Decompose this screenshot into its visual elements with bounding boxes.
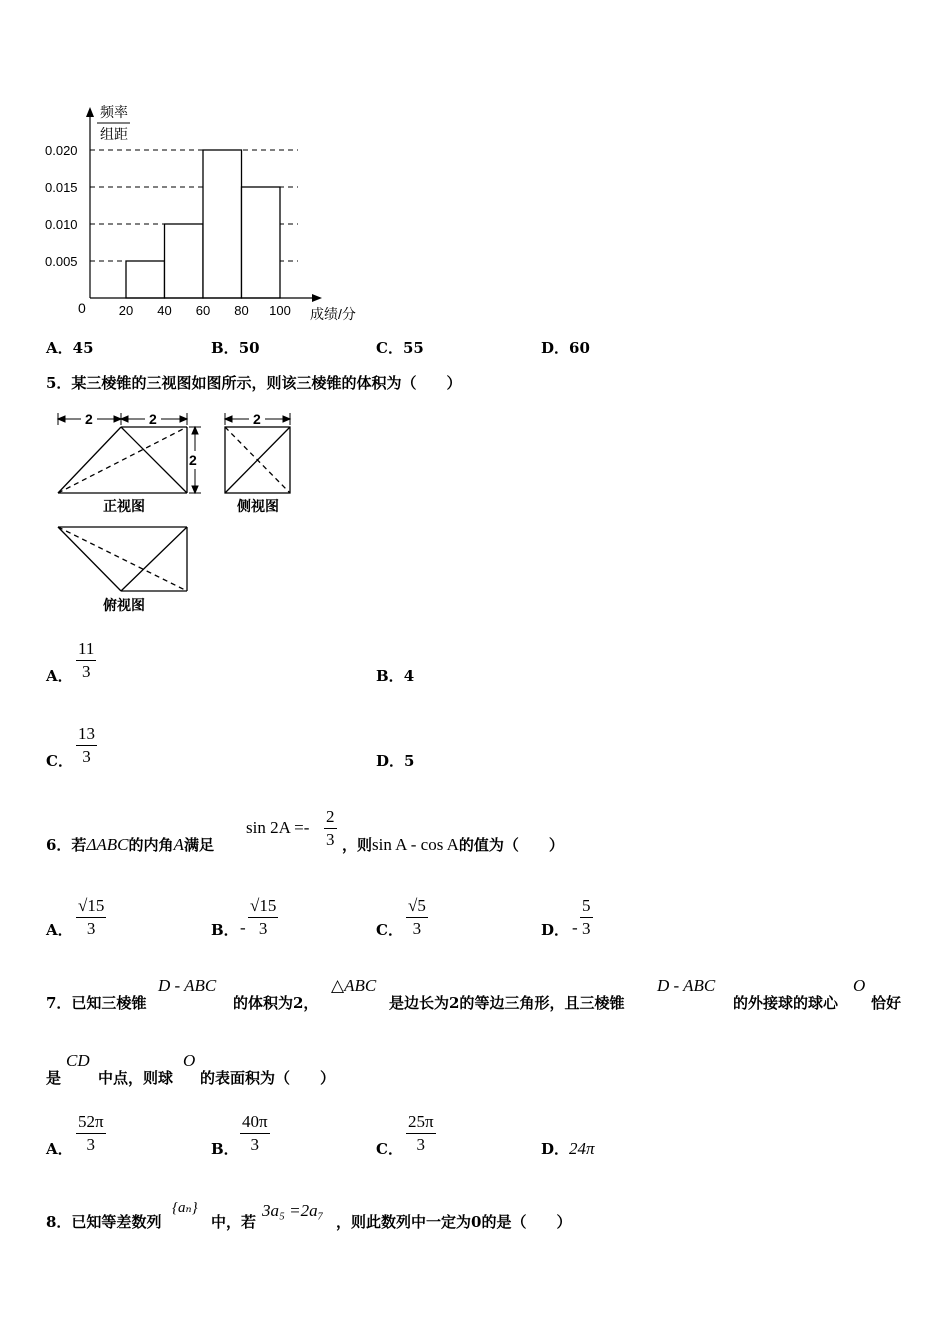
front-dim-height: 2 [189, 452, 197, 468]
q5-option-b[interactable] [376, 665, 414, 686]
q6-option-b-den: 3 [258, 919, 268, 938]
x-tick-label: 60 [195, 303, 211, 318]
histogram-ylabel-bottom: 组距 [100, 126, 128, 142]
q5-option-b-value: 4 [403, 667, 415, 685]
q4-option-a-value: 45 [72, 339, 94, 357]
q4-option-c-value: 55 [402, 339, 424, 357]
top-view-label: 俯视图 [103, 597, 145, 613]
x-tick-label: 80 [234, 303, 249, 318]
q6-condition-num: 2 [324, 806, 337, 829]
q4-option-b-letter: B． [211, 339, 239, 357]
q5-option-c-letter[interactable]: C． [46, 752, 73, 770]
q6-mid2: 满足 [183, 836, 214, 854]
q6-option-d-fraction [580, 895, 593, 940]
x-tick-label: 40 [157, 303, 172, 318]
q4-option-c-letter: C． [376, 339, 403, 357]
histogram-xlabel: 成绩/分 [310, 306, 356, 322]
q7-line2-prefix: 是 [46, 1069, 62, 1087]
q6-prefix: 6．若 [46, 836, 87, 854]
q7-option-c-fraction [406, 1111, 436, 1156]
q6-option-d-letter[interactable]: D． [541, 921, 570, 939]
histogram-bar-80-100 [242, 187, 281, 298]
q8-sequence: {aₙ} [172, 1200, 198, 1216]
q5-option-b-letter: B． [376, 667, 404, 685]
q6-option-d-sign: - [572, 918, 578, 937]
side-dim-width: 2 [253, 411, 261, 427]
q5-option-c-fraction [76, 723, 97, 768]
q8-suffix: ，则此数列中一定为0的是（ ） [336, 1213, 572, 1231]
q7-option-a-letter[interactable]: A． [46, 1140, 73, 1158]
q7-option-d-value: 24π [569, 1139, 595, 1158]
q6-option-d-num: 5 [580, 895, 593, 918]
q5-option-a-letter[interactable]: A． [46, 667, 73, 685]
q8-prefix: 8．已知等差数列 [46, 1213, 162, 1231]
q6-triangle: ΔABC [86, 835, 129, 854]
q7-option-b-fraction [240, 1111, 270, 1156]
q6-option-b-num: √15 [248, 895, 278, 918]
q6-condition-lhs: sin 2A =- [246, 818, 310, 837]
q4-option-d-value: 60 [569, 339, 590, 357]
q7-center-2: O [183, 1051, 196, 1070]
q5-option-a-fraction [76, 638, 96, 683]
q7-segment: CD [66, 1051, 90, 1070]
q6-stem [46, 834, 214, 855]
q4-option-d[interactable] [541, 337, 590, 358]
q7-option-a-num: 52π [76, 1111, 106, 1134]
x-tick-label: 20 [118, 303, 134, 318]
q5-option-d-value: 5 [404, 752, 415, 770]
q6-option-a-letter[interactable]: A． [46, 921, 73, 939]
histogram-bar-40-60 [165, 224, 204, 298]
q7-center: O [853, 976, 866, 995]
front-dim-right: 2 [149, 411, 157, 427]
q6-option-b-sign: - [240, 918, 246, 937]
q7-mid4: 恰好 [871, 994, 902, 1012]
q6-option-c-letter[interactable]: C． [376, 921, 403, 939]
histogram-origin: 0 [78, 300, 86, 316]
side-view [225, 427, 290, 493]
q6-option-a-den: 3 [86, 919, 96, 938]
q7-option-d[interactable] [541, 1138, 595, 1159]
q4-option-c[interactable] [376, 337, 424, 358]
q4-option-d-letter: D． [541, 339, 570, 357]
q5-option-c-num: 13 [76, 723, 97, 746]
histogram-x-arrow [312, 294, 322, 302]
histogram-x-ticks [119, 303, 291, 318]
q7-option-d-letter: D． [541, 1140, 570, 1158]
q6-option-a-num: √15 [76, 895, 106, 918]
q7-option-b-den: 3 [250, 1135, 260, 1154]
q5-stem: 5．某三棱锥的三视图如图所示，则该三棱锥的体积为（ ） [46, 374, 462, 392]
q7-mid2: 是边长为2的等边三角形，且三棱锥 [389, 994, 625, 1012]
q4-option-b[interactable] [211, 337, 260, 358]
y-tick-label: 0.020 [45, 143, 78, 158]
histogram-ylabel-top: 频率 [100, 104, 128, 120]
q5-option-d-letter: D． [376, 752, 405, 770]
histogram-bar-20-40 [126, 261, 165, 298]
q6-expression: sin A - cos A [372, 835, 459, 854]
q5-option-a-den: 3 [81, 662, 91, 681]
q7-option-a-den: 3 [86, 1135, 96, 1154]
histogram-bar-60-80 [203, 150, 242, 298]
q4-option-b-value: 50 [238, 339, 260, 357]
q5-option-c-den: 3 [82, 747, 91, 766]
q6-option-c-fraction [406, 895, 428, 940]
q7-line2-suffix: 的表面积为（ ） [200, 1069, 336, 1087]
front-dimensions [58, 413, 201, 493]
q5-option-d[interactable] [376, 750, 414, 771]
q6-angle: A [173, 835, 184, 854]
q4-option-a-letter: A． [46, 339, 73, 357]
q6-condition-fraction [324, 806, 337, 851]
q4-option-a[interactable] [46, 337, 94, 358]
q7-option-b-num: 40π [240, 1111, 270, 1134]
side-view-label: 侧视图 [237, 498, 279, 514]
q6-option-d-den: 3 [582, 919, 591, 938]
histogram-y-ticks [45, 143, 78, 269]
q7-mid1: 的体积为2， [233, 994, 319, 1012]
q6-suffix: 的值为（ ） [458, 836, 564, 854]
q6-stem-tail [342, 834, 564, 855]
q6-option-c-den: 3 [412, 919, 422, 938]
q6-option-b-fraction [248, 895, 278, 940]
q7-option-a-fraction [76, 1111, 106, 1156]
q5-option-a-num: 11 [76, 638, 96, 661]
top-view [58, 527, 187, 591]
q6-option-a-fraction [76, 895, 106, 940]
q6-option-b-letter[interactable]: B． [211, 921, 239, 939]
q6-mid1: 的内角 [128, 836, 174, 854]
front-view [58, 427, 187, 493]
q7-mid3: 的外接球的球心 [733, 994, 839, 1012]
q7-option-c-den: 3 [416, 1135, 426, 1154]
histogram-bars [126, 150, 280, 298]
y-tick-label: 0.005 [45, 254, 78, 269]
q6-condition-den: 3 [326, 830, 335, 849]
q6-option-c-num: √5 [406, 895, 428, 918]
q7-line2-mid: 中点，则球 [98, 1069, 174, 1087]
q7-option-b-letter[interactable]: B． [211, 1140, 239, 1158]
frequency-histogram [40, 95, 370, 330]
q7-pyramid: D - ABC [158, 976, 217, 995]
q7-option-c-letter[interactable]: C． [376, 1140, 403, 1158]
q7-option-c-num: 25π [406, 1111, 436, 1134]
q7-triangle: △ABC [331, 976, 377, 995]
x-tick-label: 100 [269, 303, 291, 318]
front-dim-left: 2 [85, 411, 93, 427]
q8-mid1: 中，若 [211, 1213, 257, 1231]
q7-prefix: 7．已知三棱锥 [46, 994, 147, 1012]
y-tick-label: 0.015 [45, 180, 78, 195]
three-view-diagram [45, 405, 305, 620]
histogram-y-arrow [86, 107, 94, 117]
q6-mid3: ，则 [342, 836, 373, 854]
front-view-label: 正视图 [103, 498, 145, 514]
y-tick-label: 0.010 [45, 217, 78, 232]
q8-condition: 3a₅ =2a₇ [262, 1201, 324, 1220]
q7-pyramid-2: D - ABC [657, 976, 716, 995]
